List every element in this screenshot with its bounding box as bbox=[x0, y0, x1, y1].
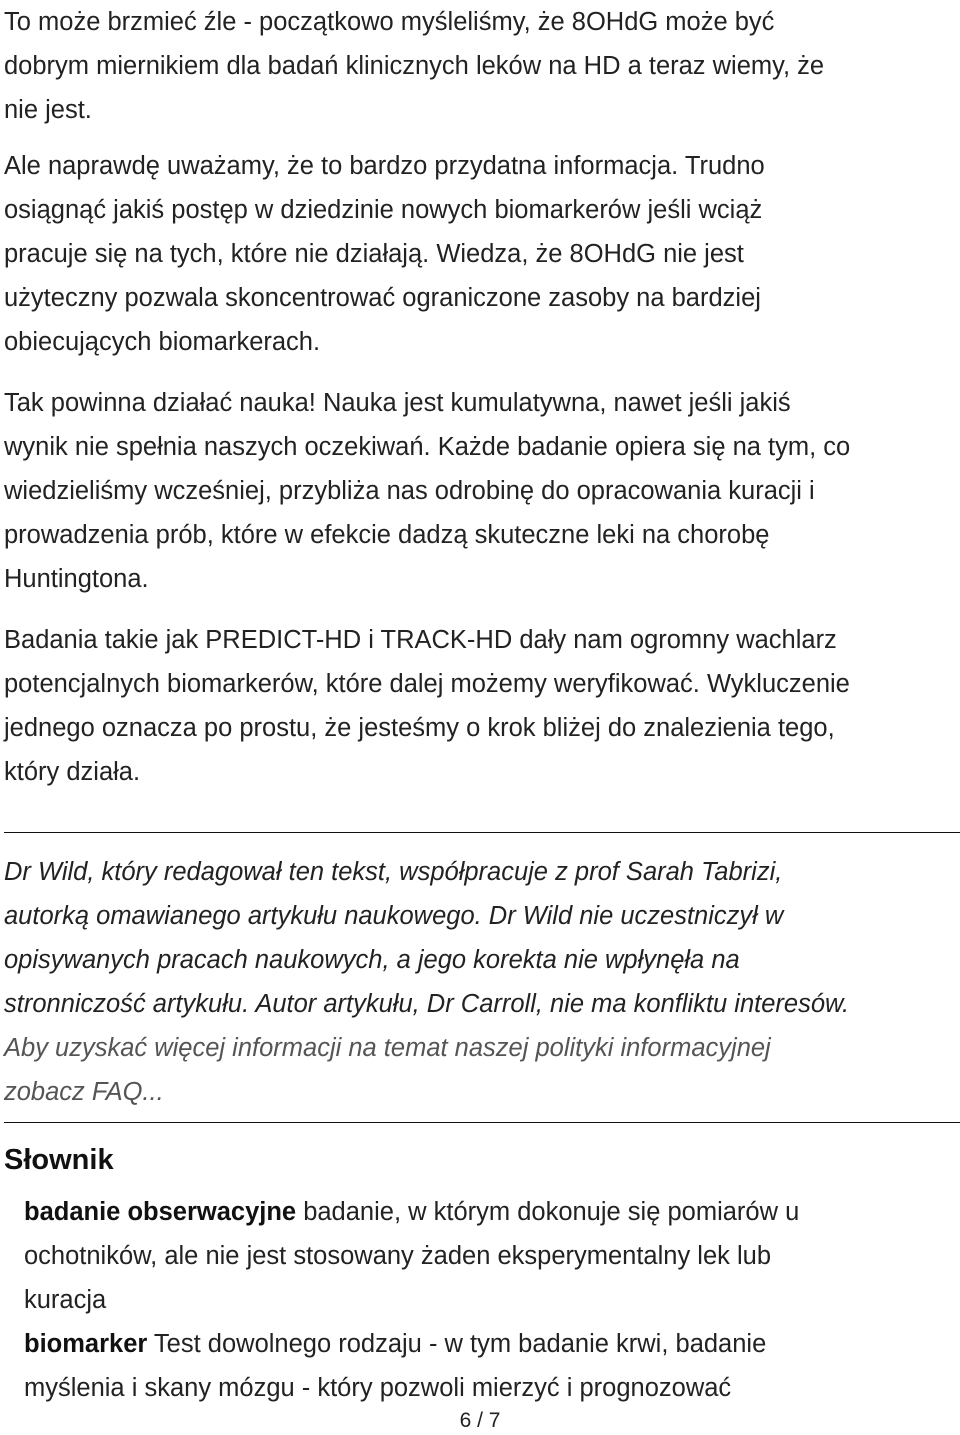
text-line: dobrym miernikiem dla badań klinicznych leków na HD a teraz wiemy, że bbox=[4, 52, 825, 80]
text-line: Dr Wild, który redagował ten tekst, współpracuje z prof Sarah Tabrizi, bbox=[4, 858, 783, 886]
text-line: opisywanych pracach naukowych, a jego korekta nie wpłynęła na bbox=[4, 946, 740, 974]
text-line: osiągnąć jakiś postęp w dziedzinie nowych biomarkerów jeśli wciąż bbox=[4, 196, 763, 224]
text-line: prowadzenia prób, które w efekcie dadzą skuteczne leki na chorobę bbox=[4, 521, 770, 549]
paragraph-1 bbox=[4, 0, 956, 132]
text-line: potencjalnych biomarkerów, które dalej możemy weryfikować. Wykluczenie bbox=[4, 670, 850, 698]
text-line: użyteczny pozwala skoncentrować ograniczone zasoby na bardziej bbox=[4, 284, 761, 312]
glossary-entry bbox=[24, 1190, 954, 1322]
text-line: jednego oznacza po prostu, że jesteśmy o krok bliżej do znalezienia tego, bbox=[4, 714, 835, 742]
text-line: Badania takie jak PREDICT-HD i TRACK-HD dały nam ogromny wachlarz bbox=[4, 626, 837, 654]
paragraph-4 bbox=[4, 618, 956, 794]
text-line: Tak powinna działać nauka! Nauka jest kumulatywna, nawet jeśli jakiś bbox=[4, 389, 791, 417]
divider bbox=[4, 832, 960, 833]
glossary-heading: Słownik bbox=[4, 1144, 114, 1176]
glossary-term: badanie obserwacyjne bbox=[24, 1198, 297, 1226]
text-line: obiecujących biomarkerach. bbox=[4, 328, 321, 356]
text-line: Ale naprawdę uważamy, że to bardzo przydatna informacja. Trudno bbox=[4, 152, 765, 180]
text-line: Huntingtona. bbox=[4, 565, 149, 593]
text-line: wynik nie spełnia naszych oczekiwań. Każde badanie opiera się na tym, co bbox=[4, 433, 851, 461]
faq-link-line[interactable]: Aby uzyskać więcej informacji na temat naszej polityki informacyjnej bbox=[4, 1034, 771, 1062]
paragraph-2 bbox=[4, 144, 956, 364]
divider bbox=[4, 1122, 960, 1123]
text-line: kuracja bbox=[24, 1286, 107, 1314]
page-number: 6 / 7 bbox=[459, 1409, 501, 1432]
text-line bbox=[24, 1190, 954, 1234]
glossary-definition: badanie, w którym dokonuje się pomiarów u bbox=[296, 1198, 800, 1226]
text-line: wiedzieliśmy wcześniej, przybliża nas odrobinę do opracowania kuracji i bbox=[4, 477, 815, 505]
glossary-definition: Test dowolnego rodzaju - w tym badanie krwi, badanie bbox=[147, 1330, 767, 1358]
text-line: nie jest. bbox=[4, 96, 92, 124]
faq-link-line[interactable]: zobacz FAQ... bbox=[4, 1078, 164, 1106]
text-line bbox=[24, 1322, 954, 1366]
text-line: stronniczość artykułu. Autor artykułu, Dr Carroll, nie ma konfliktu interesów. bbox=[4, 990, 850, 1018]
glossary-list bbox=[24, 1190, 954, 1410]
text-line: To może brzmieć źle - początkowo myśleliśmy, że 8OHdG może być bbox=[4, 8, 775, 36]
text-line: autorką omawianego artykułu naukowego. Dr Wild nie uczestniczył w bbox=[4, 902, 784, 930]
disclosure-note bbox=[4, 850, 956, 1114]
text-line: pracuje się na tych, które nie działają. Wiedza, że 8OHdG nie jest bbox=[4, 240, 744, 268]
text-line: ochotników, ale nie jest stosowany żaden eksperymentalny lek lub bbox=[24, 1242, 772, 1270]
glossary-entry bbox=[24, 1322, 954, 1410]
text-line: który działa. bbox=[4, 758, 141, 786]
text-line: myślenia i skany mózgu - który pozwoli mierzyć i prognozować bbox=[24, 1374, 732, 1402]
paragraph-3 bbox=[4, 381, 956, 601]
glossary-term: biomarker bbox=[24, 1330, 148, 1358]
